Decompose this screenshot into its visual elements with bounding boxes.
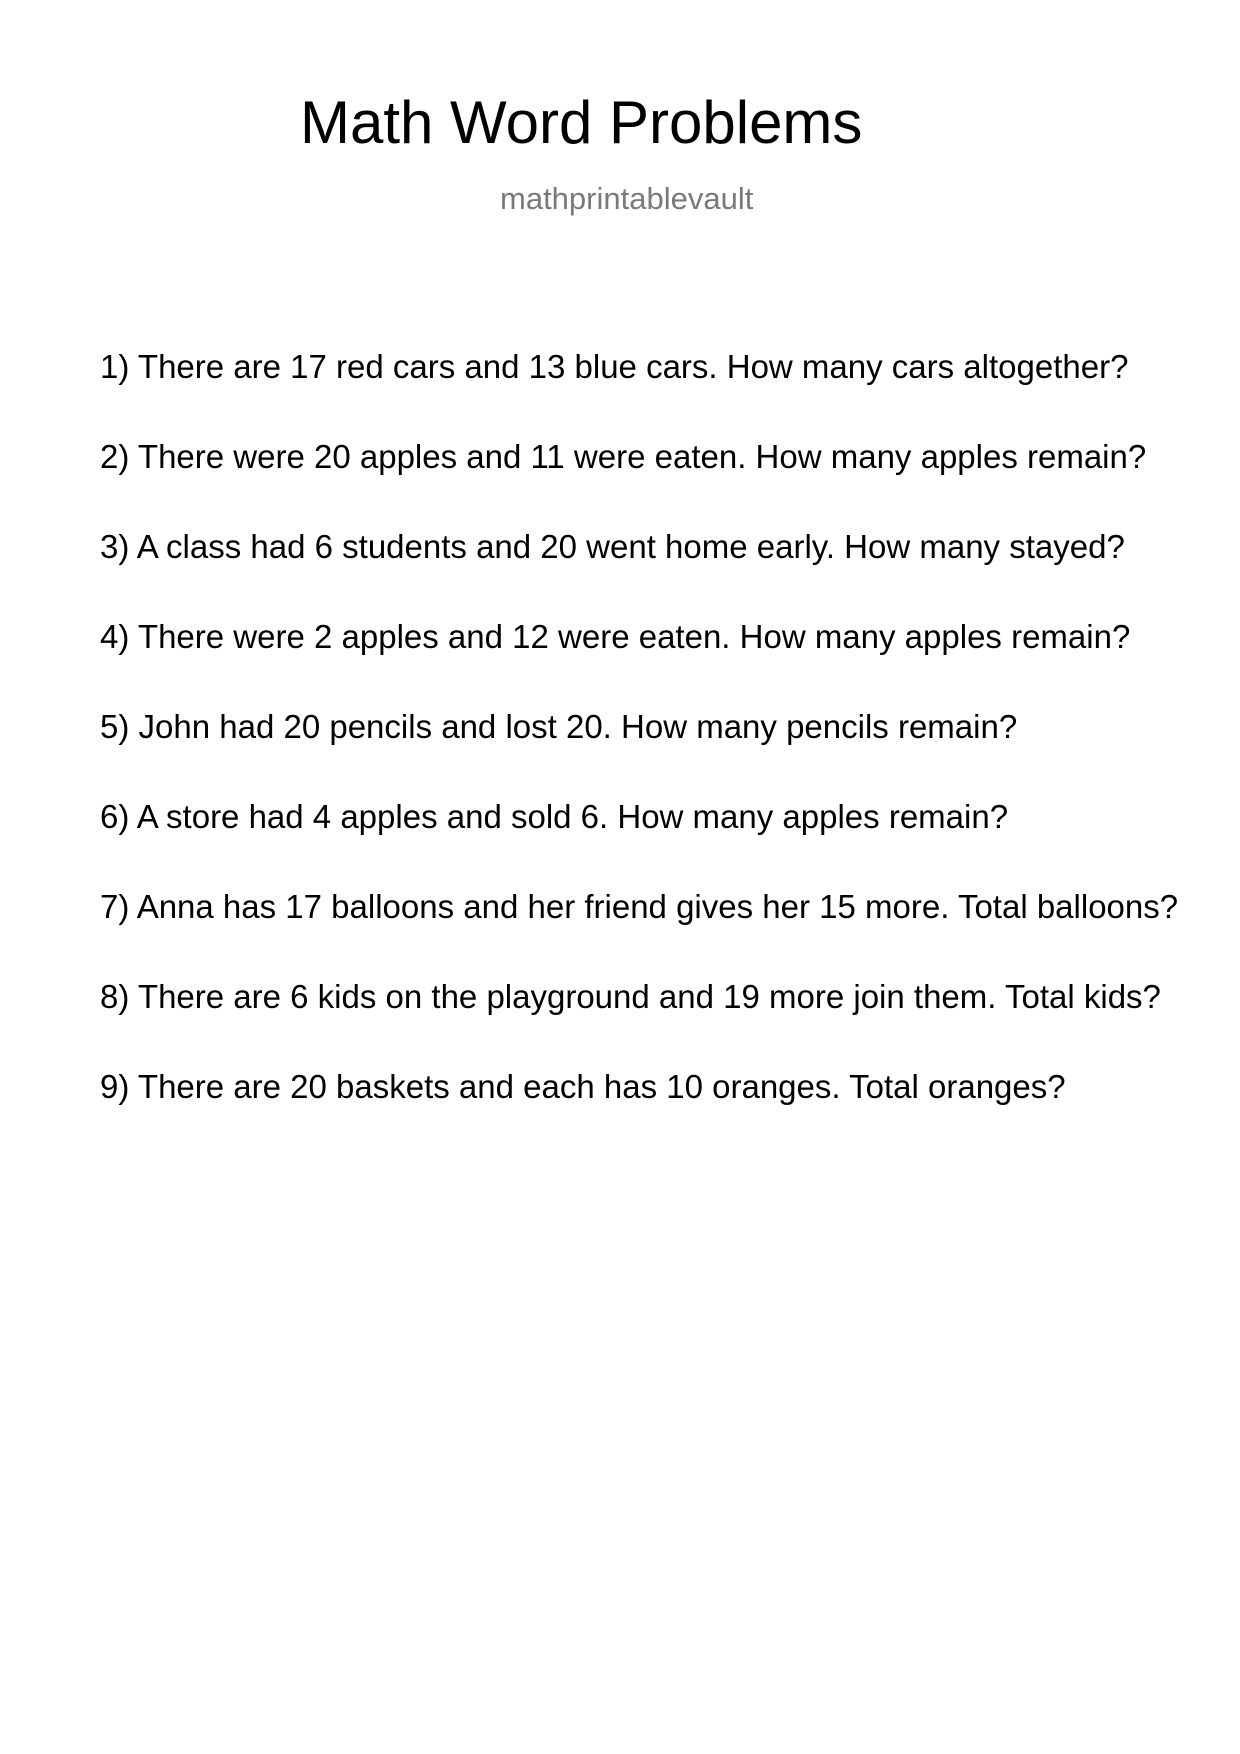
problem-item: 8) There are 6 kids on the playground and 19 more join them. Total kids? — [100, 978, 1161, 1015]
problem-list — [100, 350, 1240, 1160]
source-label: mathprintablevault — [500, 181, 754, 216]
problem-item: 3) A class had 6 students and 20 went home early. How many stayed? — [100, 528, 1125, 565]
problem-item: 6) A store had 4 apples and sold 6. How many apples remain? — [100, 798, 1009, 835]
problem-item: 2) There were 20 apples and 11 were eaten. How many apples remain? — [100, 438, 1147, 475]
problem-item: 4) There were 2 apples and 12 were eaten. How many apples remain? — [100, 618, 1131, 655]
problem-item: 9) There are 20 baskets and each has 10 oranges. Total oranges? — [100, 1068, 1066, 1105]
problem-item: 5) John had 20 pencils and lost 20. How many pencils remain? — [100, 708, 1018, 745]
problem-item: 1) There are 17 red cars and 13 blue cars. How many cars altogether? — [100, 348, 1129, 385]
problem-item: 7) Anna has 17 balloons and her friend gives her 15 more. Total balloons? — [100, 888, 1179, 925]
page-title: Math Word Problems — [300, 89, 863, 156]
